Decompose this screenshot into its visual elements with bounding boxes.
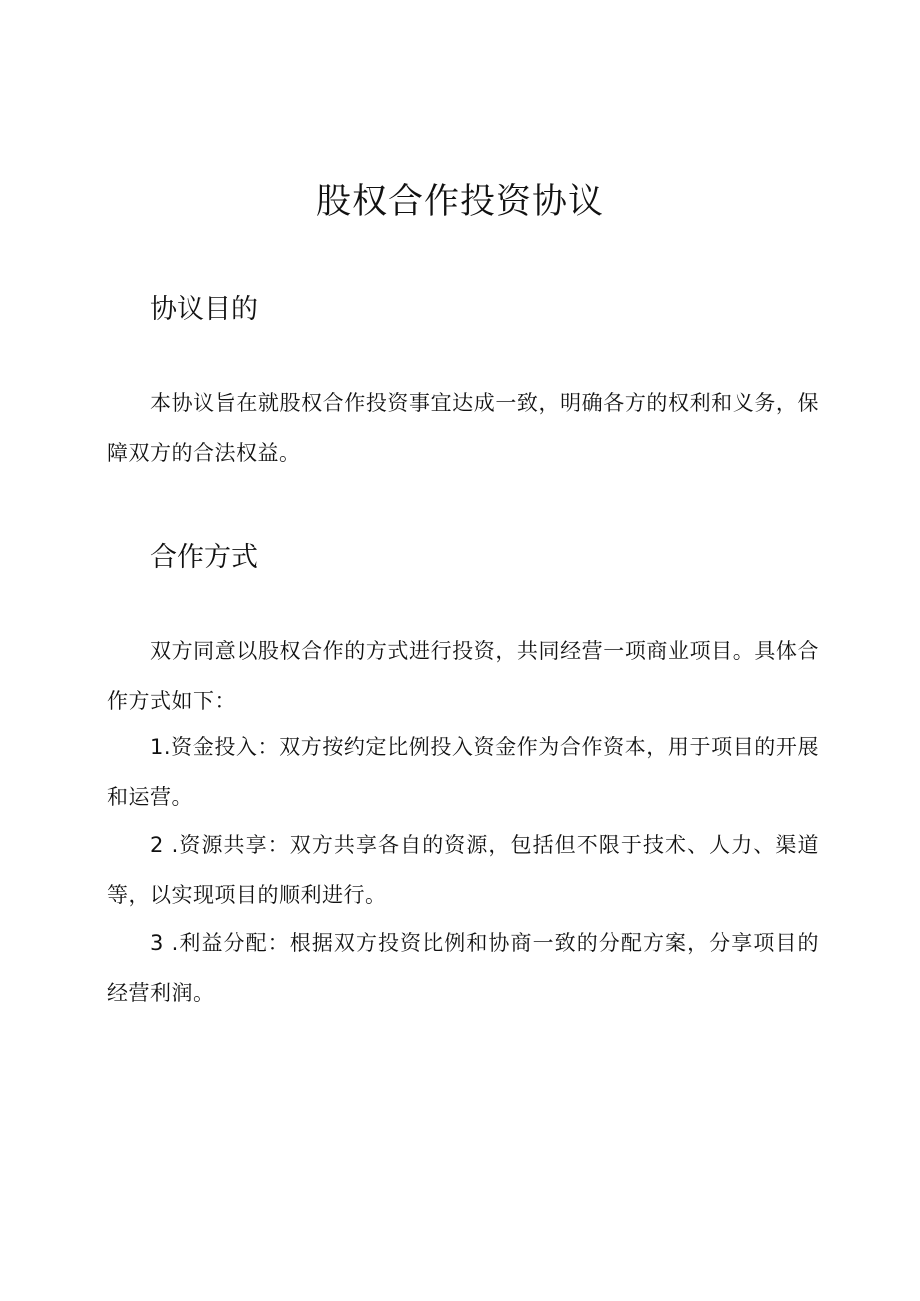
paragraph-purpose: 本协议旨在就股权合作投资事宜达成一致，明确各方的权利和义务，保障双方的合法权益。 — [107, 391, 819, 465]
list-item-profit: 3 .利益分配：根据双方投资比例和协商一致的分配方案，分享项目的经营利润。 — [107, 931, 819, 1005]
paragraph-cooperation-intro: 双方同意以股权合作的方式进行投资，共同经营一项商业项目。具体合作方式如下： — [107, 639, 819, 713]
list-item-capital: 1.资金投入：双方按约定比例投入资金作为合作资本，用于项目的开展和运营。 — [107, 735, 819, 809]
section-heading-cooperation: 合作方式 — [150, 542, 258, 573]
section-heading-purpose: 协议目的 — [150, 294, 258, 325]
list-item-resources: 2 .资源共享：双方共享各自的资源，包括但不限于技术、人力、渠道等，以实现项目的顺利进行。 — [107, 833, 819, 907]
document-title: 股权合作投资协议 — [315, 182, 604, 222]
